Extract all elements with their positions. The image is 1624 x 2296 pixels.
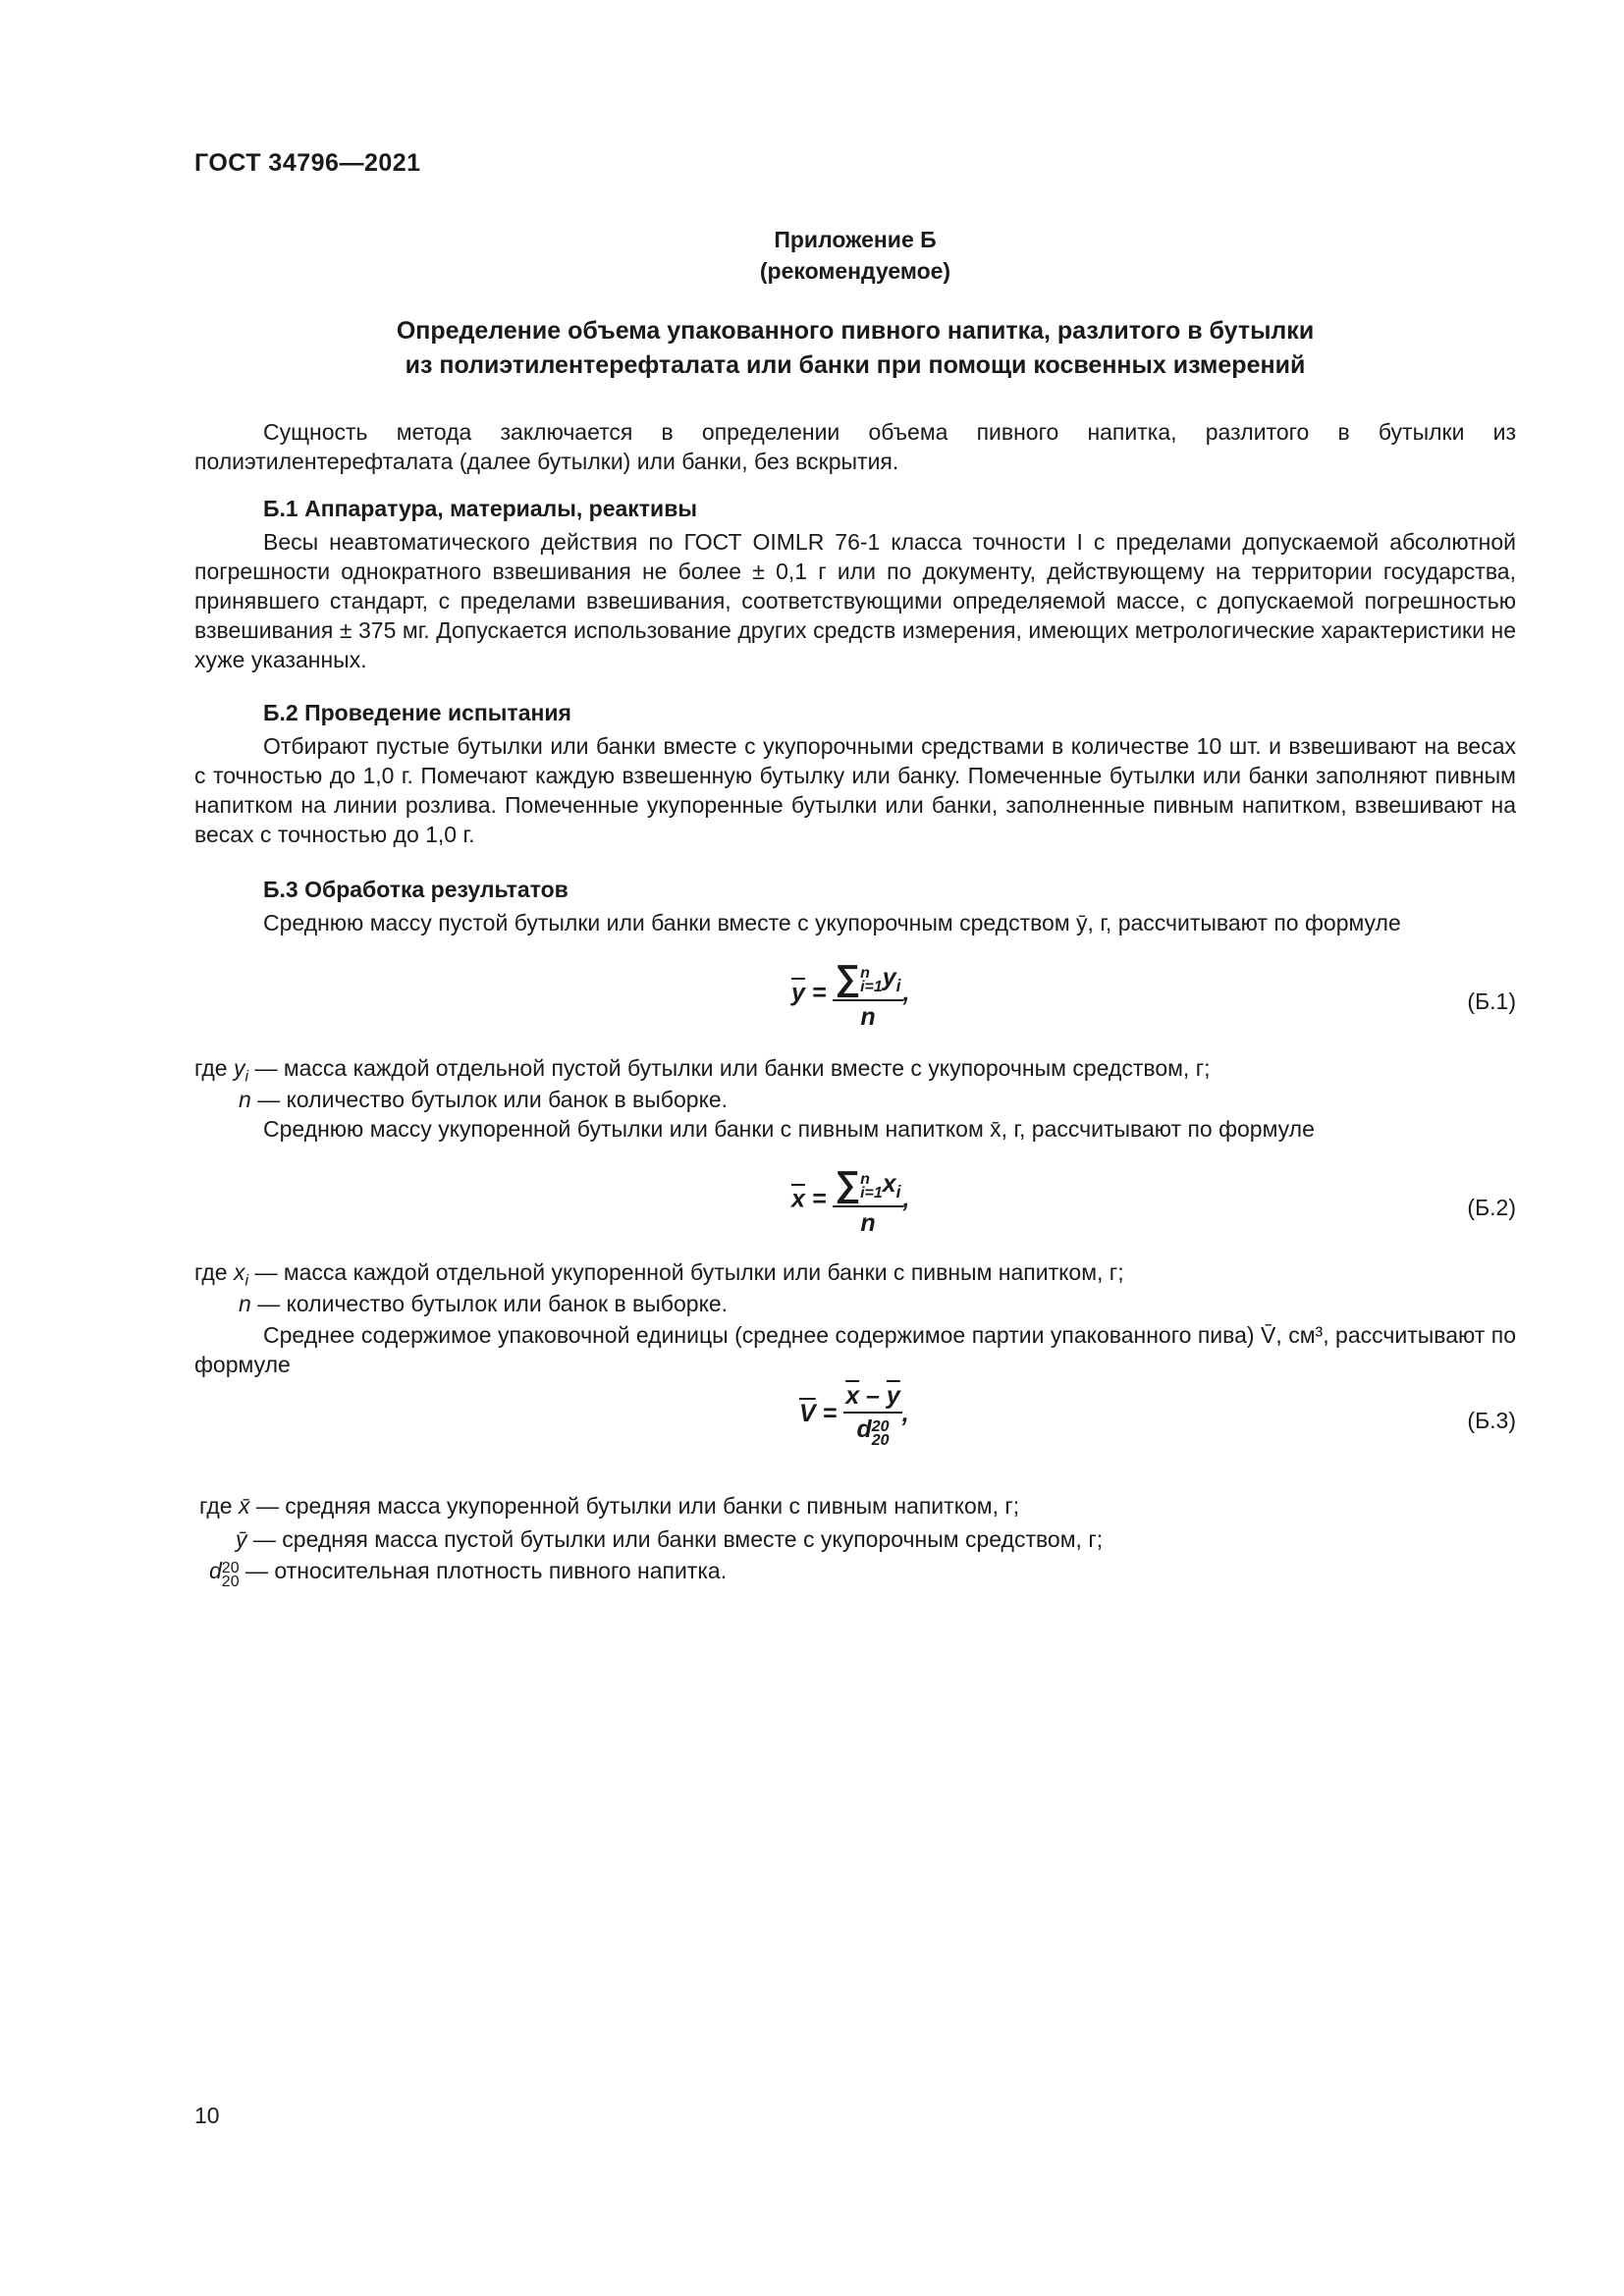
eq2-intro: Среднюю массу укупоренной бутылки или банки с пивным напитком x̄, г, рассчитывают по формуле — [263, 1116, 1315, 1142]
intro-paragraph: Сущность метода заключается в определении объема пивного напитка, разлитого в бутылки из полиэтилентерефталата (далее бутылки) или банки, без вскрытия. — [194, 419, 1516, 474]
document-header: ГОСТ 34796—2021 — [194, 149, 421, 177]
appendix-title-line1: Определение объема упакованного пивного напитка, разлитого в бутылки — [396, 317, 1315, 345]
appendix-status: (рекомендуемое) — [759, 258, 951, 284]
formula-b2: $\overline{x}$ = ∑ n i=1 $x_i$ n , — [791, 1163, 910, 1237]
page-number: 10 — [194, 2103, 220, 2128]
section-b1-title: Б.1 Аппаратура, материалы, реактивы — [263, 496, 697, 521]
section-b1-text: Весы неавтоматического действия по ГОСТ OIMLR 76-1 класса точности I с пределами допускаемой абсолютной погрешности однократного взвешивания не более ± 0,1 г или по документу, действующему на территории государства, принявшего стандарт, с пределами взвешивания, соответствующими определяемой массе, с допускаемой погрешностью взвешивания ± 375 мг. Допускается использование других средств измерения, имеющих метрологические характеристики не хуже указанных. — [194, 529, 1516, 672]
appendix-label: Приложение Б — [774, 227, 937, 252]
where-x-line: где $x_i$ — масса каждой отдельной укупоренной бутылки или банки с пивным напитком, г; — [194, 1259, 1124, 1290]
where-y-line: где $y_i$ — масса каждой отдельной пустой бутылки или банки вместе с укупорочным средством, г; — [194, 1055, 1211, 1086]
where-xbar-line: где x̄ — средняя масса укупоренной бутылки или банки с пивным напитком, г; — [199, 1493, 1020, 1519]
section-b3-title: Б.3 Обработка результатов — [263, 877, 568, 902]
section-b2-text: Отбирают пустые бутылки или банки вместе с укупорочными средствами в количестве 10 шт. и взвешивают на весах с точностью до 1,0 г. Помечают каждую взвешенную бутылку или банку. Помеченные бутылки или банки заполняют пивным напитком на линии розлива. Помеченные укупоренные бутылки или банки, заполненные пивным напитком, взвешивают на весах с точностью до 1,0 г. — [194, 733, 1516, 847]
appendix-title-line2: из полиэтилентерефталата или банки при помощи косвенных измерений — [405, 351, 1306, 379]
where-n-line-1: n — количество бутылок или банок в выборке. — [239, 1087, 729, 1112]
eq3-intro: Среднее содержимое упаковочной единицы (среднее содержимое партии упакованного пива) V̄, см³, рассчитывают по формуле — [194, 1322, 1516, 1377]
equation-number-b2: (Б.2) — [1467, 1195, 1516, 1220]
equation-number-b1: (Б.1) — [1467, 988, 1516, 1014]
section-b2-title: Б.2 Проведение испытания — [263, 700, 571, 725]
where-n-line-2: n — количество бутылок или банок в выборке. — [239, 1291, 729, 1316]
where-ybar-line: ȳ — средняя масса пустой бутылки или банки вместе с укупорочным средством, г; — [236, 1526, 1104, 1552]
section-b3-intro: Среднюю массу пустой бутылки или банки вместе с укупорочным средством ȳ, г, рассчитывают по формуле — [263, 910, 1401, 935]
formula-b1: $\overline{y}$ = ∑ n i=1 $y_i$ n , — [791, 957, 910, 1031]
equation-number-b3: (Б.3) — [1467, 1408, 1516, 1433]
formula-b3: $\overline{V}$ = $\overline{x} - \overline{y}$ d 20 20 , — [799, 1382, 909, 1449]
where-density-line: d 20 20 — относительная плотность пивного напитка. — [209, 1558, 728, 1590]
